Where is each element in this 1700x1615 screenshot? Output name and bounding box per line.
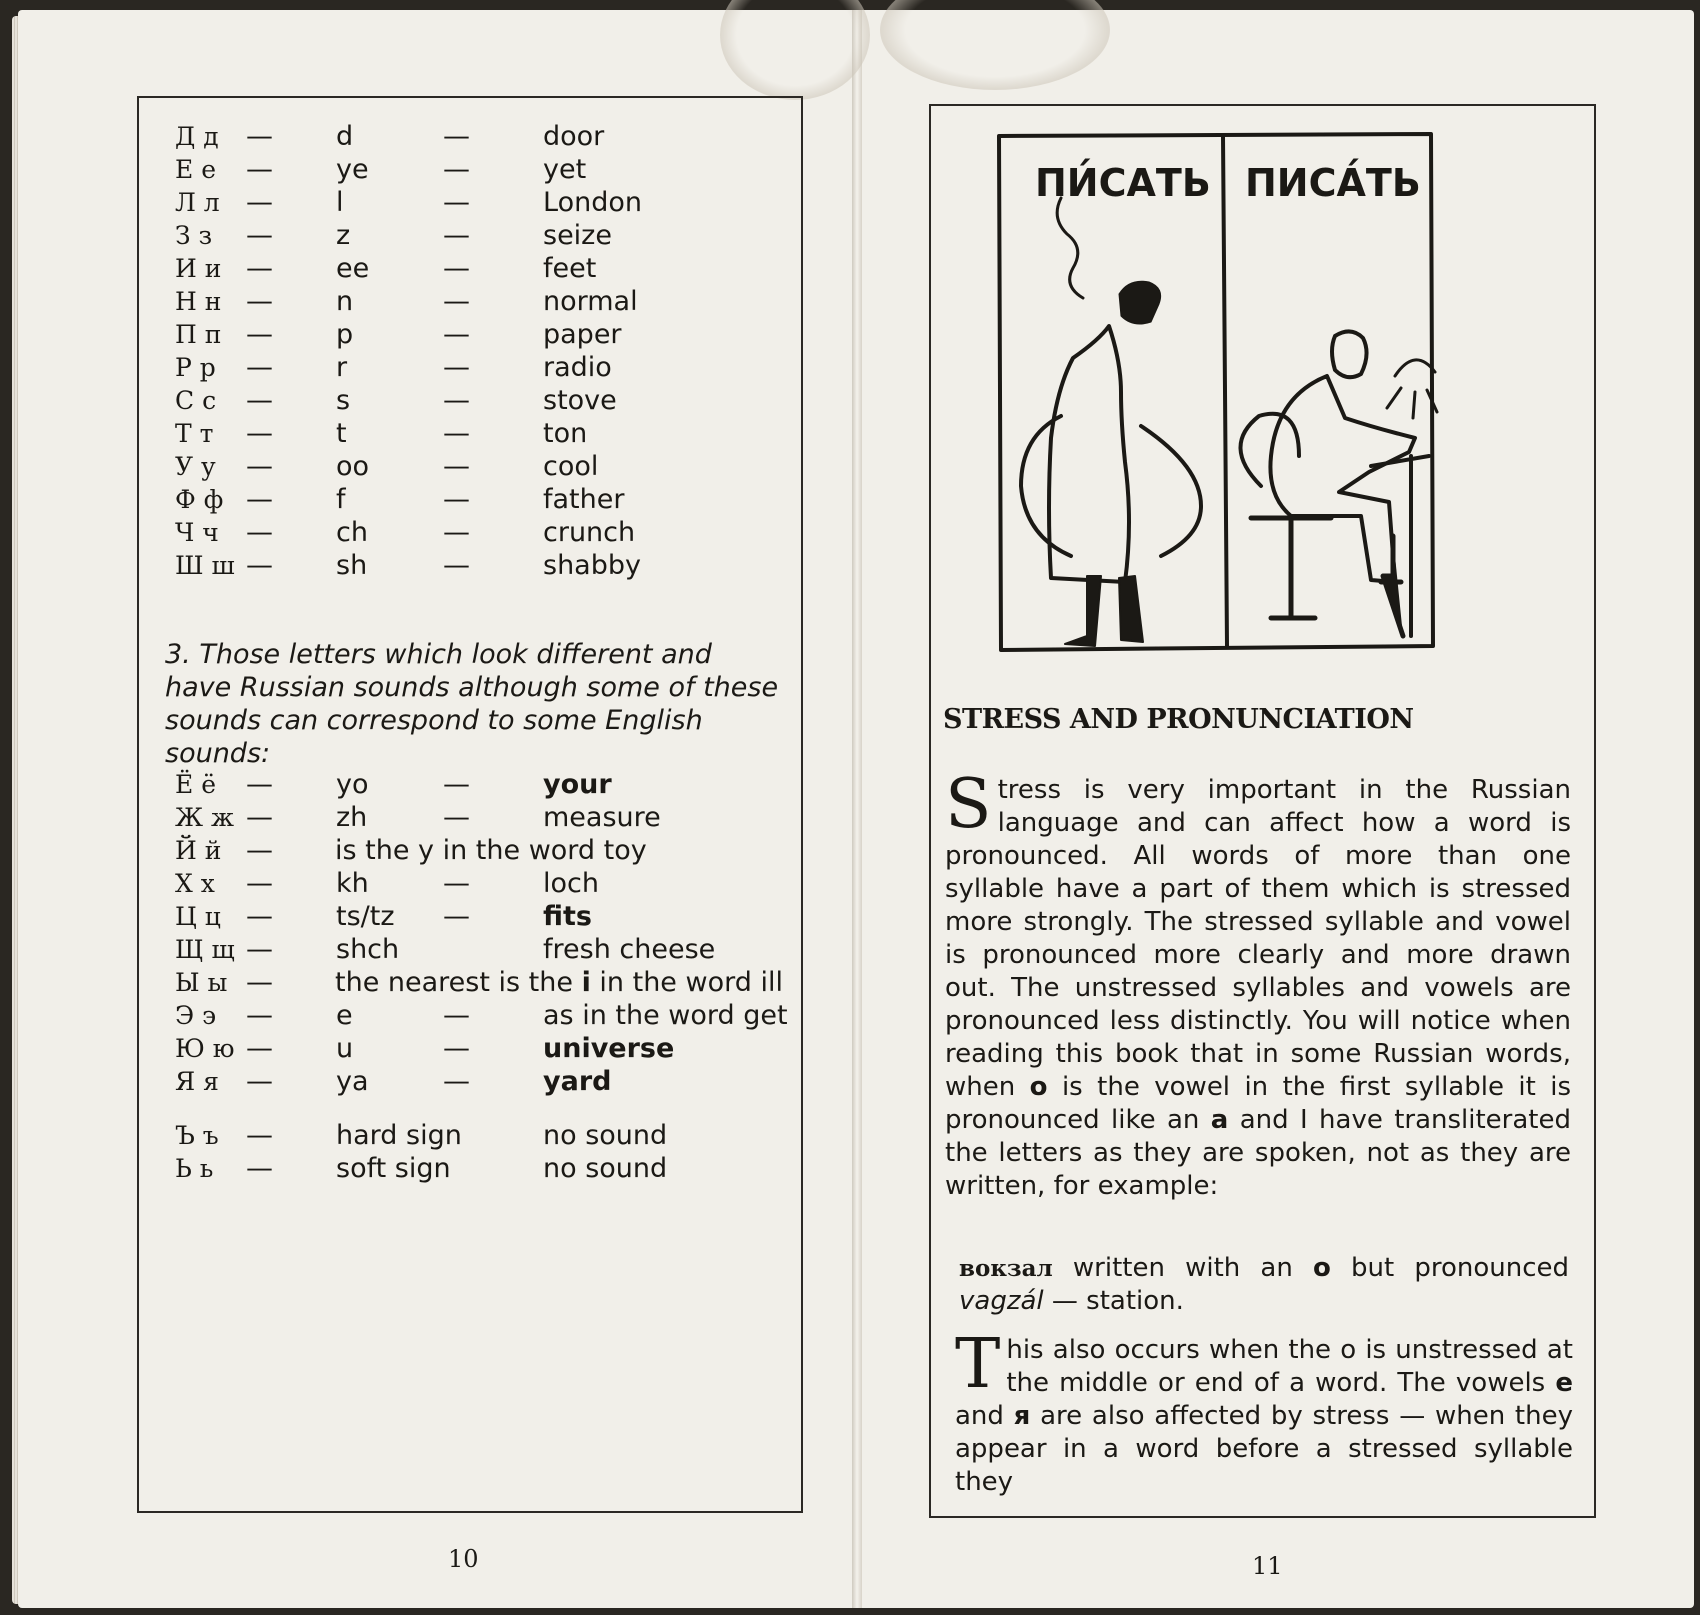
- book-spine: [852, 10, 862, 1608]
- lamp-icon: [1387, 360, 1437, 418]
- section-3-intro: 3. Those letters which look different and have Russian sounds although some of these sounds can correspond to some English sounds:: [165, 639, 779, 769]
- stress-illustration: [991, 126, 1511, 670]
- illustration-word-left: ПИ́САТЬ: [1035, 161, 1211, 205]
- page-number: 10: [448, 1545, 479, 1573]
- left-text-frame: Д д — d — door Е е — ye — yet Л л — l — London З з — z — seize И и — ee — feet Н н — n — normal П п — p — paper Р р — r — radio С с — s — stove Т т — t — ton У у — oo — cool Ф ф — f — father Ч ч — ch — crunch Ш ш — sh — shabby 3. Those letters which look different and have Russian sounds although some of these sounds can correspond to some English sounds: Ё ё — yo — your Ж ж — zh — measure Й й — is the y in the word toy Х х — kh — loch Ц ц — ts/tz — fits Щ щ — shch fresh cheese Ы ы — the nearest is the i in the word ill Э э — e — as in the word get Ю ю — u — universe Я я — ya — yard Ъ ъ — hard sign no sound Ь ь — soft sign no sound: [137, 96, 803, 1513]
- right-text-frame: [929, 104, 1596, 1518]
- legs-icon: [1065, 576, 1143, 646]
- illustration-divider: [1223, 136, 1227, 646]
- smoke-icon: [1057, 198, 1083, 298]
- stress-paragraph: Stress is very important in the Russian language and can affect how a word is pronounced. All words of more than one syllable have a part of them which is stressed more strongly. The stressed syllable and vowel is pronounced more clearly and more drawn out. The unstressed syllables and vowels are pronounced less distinctly. You will notice when reading this book that in some Russian words, when o is the vowel in the first syllable it is pronounced like an a and I have transliterated the letters as they are spoken, not as they are written, for example:: [945, 765, 1572, 1201]
- head-icon: [1332, 331, 1367, 377]
- illustration-word-right: ПИСА́ТЬ: [1245, 161, 1421, 205]
- example-line: вокзал written with an o but pronounced vagzál — station.: [959, 1253, 1569, 1316]
- drop-cap: S: [945, 765, 992, 844]
- unstressed-paragraph: This also occurs when the o is unstressed at the middle or end of a word. The vowels e and я are also affected by stress — when they appear in a word before a stressed syllable they: [955, 1325, 1573, 1497]
- coat-icon: [1049, 326, 1129, 582]
- drop-cap: T: [955, 1325, 1001, 1404]
- bowler-hat-icon: [1119, 281, 1161, 324]
- stool-icon: [1251, 518, 1331, 618]
- page-number: 11: [1252, 1552, 1283, 1580]
- section-heading: STRESS AND PRONUNCIATION: [943, 704, 1414, 735]
